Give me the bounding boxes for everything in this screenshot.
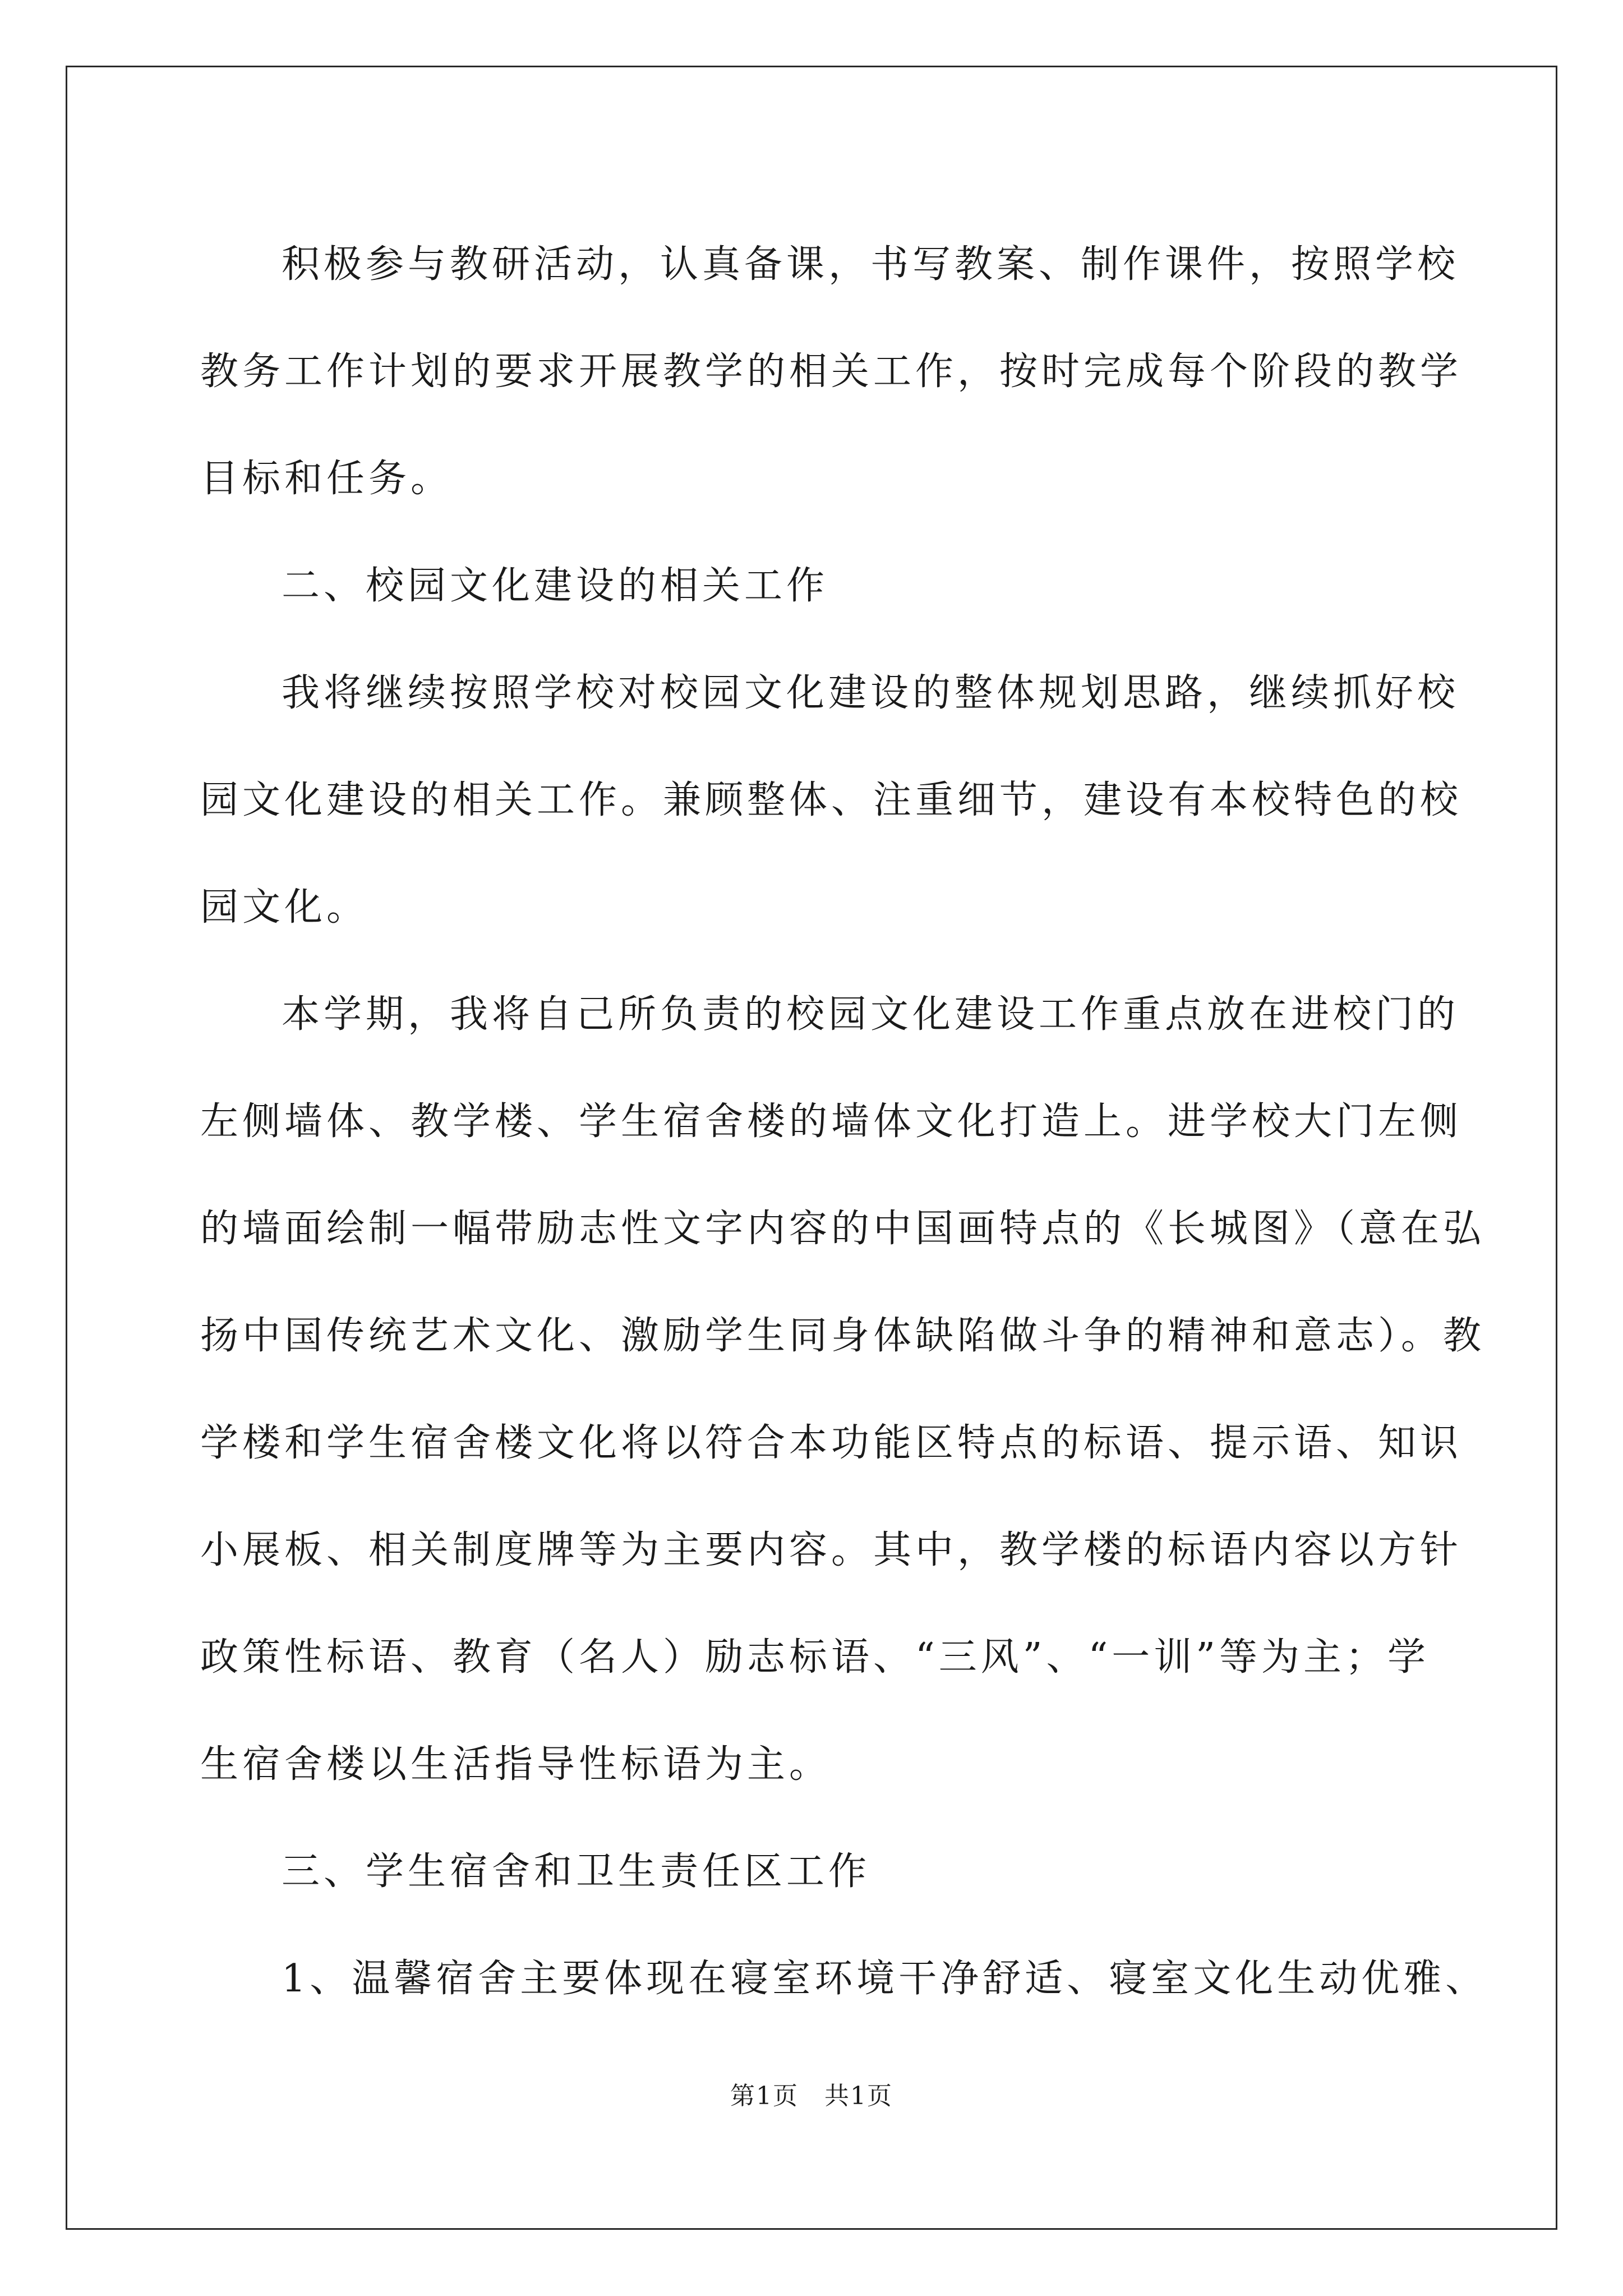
heading-text: 三、学生宿舍和卫生责任区工作 xyxy=(282,1849,871,1894)
paragraph-dormitory-item-1 xyxy=(200,1925,1488,2032)
text-line: 我将继续按照学校对校园文化建设的整体规划思路，继续抓好校 xyxy=(282,671,1460,715)
text-line: 目标和任务。 xyxy=(200,457,453,501)
text-line: 本学期，我将自己所负责的校园文化建设工作重点放在进校门的 xyxy=(282,992,1460,1037)
text-line: 学楼和学生宿舍楼文化将以符合本功能区特点的标语、提示语、知识 xyxy=(200,1421,1463,1465)
paragraph-semester-focus xyxy=(200,961,1486,1818)
text-line: 的墙面绘制一幅带励志性文字内容的中国画特点的《长城图》（意在弘 xyxy=(200,1207,1486,1251)
page-footer xyxy=(0,2076,1623,2111)
paragraph-teaching xyxy=(200,211,1463,532)
section-heading-campus-culture xyxy=(200,532,1434,639)
text-line: 教务工作计划的要求开展教学的相关工作，按时完成每个阶段的教学 xyxy=(200,349,1463,394)
page-number-label: 第1页 共1页 xyxy=(730,2082,893,2110)
document-body xyxy=(200,211,1488,2032)
text-line: 1、温馨宿舍主要体现在寝室环境干净舒适、寝室文化生动优雅、 xyxy=(282,1957,1488,2001)
text-line: 扬中国传统艺术文化、激励学生同身体缺陷做斗争的精神和意志）。教 xyxy=(200,1314,1486,1358)
text-line: 生宿舍楼以生活指导性标语为主。 xyxy=(200,1742,832,1787)
text-line: 园文化。 xyxy=(200,885,369,930)
text-line: 园文化建设的相关工作。兼顾整体、注重细节，建设有本校特色的校 xyxy=(200,778,1463,822)
text-line: 政策性标语、教育（名人）励志标语、“三风”、“一训”等为主；学 xyxy=(200,1635,1430,1680)
heading-text: 二、校园文化建设的相关工作 xyxy=(282,564,829,608)
text-line: 左侧墙体、教学楼、学生宿舍楼的墙体文化打造上。进学校大门左侧 xyxy=(200,1099,1463,1144)
section-heading-dormitory xyxy=(200,1818,1434,1925)
text-line: 积极参与教研活动，认真备课，书写教案、制作课件，按照学校 xyxy=(282,242,1460,287)
text-line: 小展板、相关制度牌等为主要内容。其中，教学楼的标语内容以方针 xyxy=(200,1528,1463,1572)
paragraph-campus-culture-plan xyxy=(200,639,1463,961)
